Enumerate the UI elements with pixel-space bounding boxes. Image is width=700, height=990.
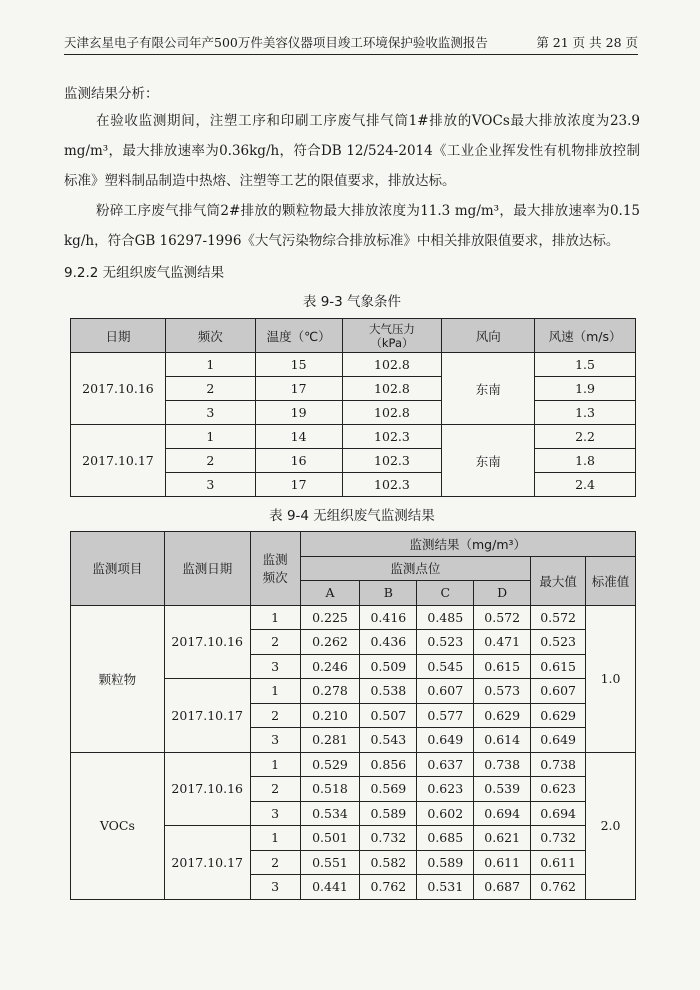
- value-d-cell: 0.621: [474, 826, 531, 851]
- table-row: [71, 752, 636, 777]
- temp-cell: 17: [255, 377, 342, 401]
- pressure-cell: 102.3: [342, 425, 442, 449]
- wind-speed-cell: 2.4: [535, 473, 636, 497]
- value-a-cell: 0.534: [300, 801, 360, 826]
- col-freq: 频次: [165, 319, 255, 353]
- value-c-cell: 0.602: [417, 801, 474, 826]
- freq-cell: 1: [250, 752, 300, 777]
- value-b-cell: 0.436: [360, 630, 417, 655]
- table-9-3-caption: 表 9-3 气象条件: [302, 294, 402, 310]
- value-d-cell: 0.573: [474, 679, 531, 704]
- freq-cell: 1: [250, 679, 300, 704]
- value-b-cell: 0.569: [360, 777, 417, 802]
- col-point-d: D: [474, 581, 531, 606]
- freq-cell: 3: [250, 728, 300, 753]
- pressure-cell: 102.3: [342, 449, 442, 473]
- col-wind-speed: 风速（m/s）: [535, 319, 636, 353]
- col-points-group: 监测点位: [300, 556, 531, 581]
- value-b-cell: 0.543: [360, 728, 417, 753]
- freq-cell: 2: [250, 703, 300, 728]
- value-a-cell: 0.281: [300, 728, 360, 753]
- col-date: 监测日期: [164, 532, 250, 606]
- paragraph-particulate: 粉碎工序废气排气筒2#排放的颗粒物最大排放浓度为11.3 mg/m³，最大排放速率为0.15 kg/h，符合GB 16297-1996《大气污染物综合排放标准》中相关排放限值要求，排放达标。: [64, 203, 640, 249]
- table-header-row: [71, 319, 636, 353]
- value-c-cell: 0.607: [417, 679, 474, 704]
- value-a-cell: 0.262: [300, 630, 360, 655]
- value-c-cell: 0.649: [417, 728, 474, 753]
- value-b-cell: 0.507: [360, 703, 417, 728]
- temp-cell: 16: [255, 449, 342, 473]
- value-d-cell: 0.611: [474, 850, 531, 875]
- value-a-cell: 0.518: [300, 777, 360, 802]
- temp-cell: 19: [255, 401, 342, 425]
- date-cell: 2017.10.16: [71, 353, 166, 425]
- value-c-cell: 0.589: [417, 850, 474, 875]
- date-cell: 2017.10.17: [164, 679, 250, 753]
- value-b-cell: 0.732: [360, 826, 417, 851]
- max-cell: 0.523: [531, 630, 586, 655]
- freq-cell: 3: [165, 473, 255, 497]
- freq-cell: 2: [250, 777, 300, 802]
- value-d-cell: 0.572: [474, 605, 531, 630]
- table-row: [71, 425, 636, 449]
- max-cell: 0.738: [531, 752, 586, 777]
- freq-cell: 1: [250, 826, 300, 851]
- col-point-c: C: [417, 581, 474, 606]
- value-c-cell: 0.531: [417, 875, 474, 900]
- freq-cell: 3: [250, 801, 300, 826]
- wind-speed-cell: 1.3: [535, 401, 636, 425]
- table-header-row: [71, 532, 636, 557]
- wind-speed-cell: 1.5: [535, 353, 636, 377]
- date-cell: 2017.10.16: [164, 605, 250, 679]
- freq-cell: 2: [165, 377, 255, 401]
- col-point-a: A: [300, 581, 360, 606]
- value-a-cell: 0.441: [300, 875, 360, 900]
- wind-dir-cell: 东南: [442, 425, 535, 497]
- weather-table: [70, 318, 636, 497]
- table-row: [71, 353, 636, 377]
- max-cell: 0.611: [531, 850, 586, 875]
- item-cell: VOCs: [71, 752, 165, 899]
- value-d-cell: 0.687: [474, 875, 531, 900]
- freq-cell: 1: [165, 353, 255, 377]
- col-freq: 监测 频次: [250, 532, 300, 606]
- table-9-4-caption: 表 9-4 无组织废气监测结果: [269, 508, 435, 524]
- wind-dir-cell: 东南: [442, 353, 535, 425]
- max-cell: 0.615: [531, 654, 586, 679]
- col-date: 日期: [71, 319, 166, 353]
- value-a-cell: 0.501: [300, 826, 360, 851]
- value-b-cell: 0.538: [360, 679, 417, 704]
- paragraph-vocs: 在验收监测期间，注塑工序和印刷工序废气排气筒1#排放的VOCs最大排放浓度为23.9 mg/m³，最大排放速率为0.36kg/h，符合DB 12/524-2014《工业企业挥发性有机物排放控制标准》塑料制品制造中热熔、注塑等工艺的限值要求，排放达标。: [64, 113, 640, 189]
- page-header: [64, 32, 638, 55]
- value-c-cell: 0.485: [417, 605, 474, 630]
- value-d-cell: 0.471: [474, 630, 531, 655]
- max-cell: 0.649: [531, 728, 586, 753]
- temp-cell: 17: [255, 473, 342, 497]
- pressure-cell: 102.3: [342, 473, 442, 497]
- value-c-cell: 0.523: [417, 630, 474, 655]
- date-cell: 2017.10.17: [71, 425, 166, 497]
- freq-cell: 1: [165, 425, 255, 449]
- freq-cell: 2: [250, 630, 300, 655]
- freq-cell: 3: [250, 654, 300, 679]
- pressure-cell: 102.8: [342, 401, 442, 425]
- date-cell: 2017.10.17: [164, 826, 250, 900]
- value-d-cell: 0.629: [474, 703, 531, 728]
- col-std: 标准值: [586, 556, 636, 605]
- report-title: 天津玄星电子有限公司年产500万件美容仪器项目竣工环境保护验收监测报告: [64, 35, 488, 50]
- max-cell: 0.762: [531, 875, 586, 900]
- wind-speed-cell: 1.9: [535, 377, 636, 401]
- value-a-cell: 0.246: [300, 654, 360, 679]
- freq-cell: 2: [250, 850, 300, 875]
- value-a-cell: 0.210: [300, 703, 360, 728]
- temp-cell: 15: [255, 353, 342, 377]
- value-c-cell: 0.623: [417, 777, 474, 802]
- value-d-cell: 0.694: [474, 801, 531, 826]
- value-d-cell: 0.615: [474, 654, 531, 679]
- pressure-cell: 102.8: [342, 377, 442, 401]
- freq-cell: 2: [165, 449, 255, 473]
- max-cell: 0.623: [531, 777, 586, 802]
- wind-speed-cell: 1.8: [535, 449, 636, 473]
- value-d-cell: 0.614: [474, 728, 531, 753]
- max-cell: 0.694: [531, 801, 586, 826]
- value-c-cell: 0.637: [417, 752, 474, 777]
- wind-speed-cell: 2.2: [535, 425, 636, 449]
- pressure-cell: 102.8: [342, 353, 442, 377]
- max-cell: 0.732: [531, 826, 586, 851]
- section-heading: 监测结果分析：: [64, 86, 159, 102]
- col-pressure: 大气压力 （kPa）: [342, 319, 442, 353]
- std-cell: 2.0: [586, 752, 636, 899]
- value-b-cell: 0.589: [360, 801, 417, 826]
- value-a-cell: 0.278: [300, 679, 360, 704]
- date-cell: 2017.10.16: [164, 752, 250, 826]
- value-b-cell: 0.582: [360, 850, 417, 875]
- freq-cell: 3: [165, 401, 255, 425]
- value-a-cell: 0.225: [300, 605, 360, 630]
- item-cell: 颗粒物: [71, 605, 165, 752]
- value-b-cell: 0.762: [360, 875, 417, 900]
- col-item: 监测项目: [71, 532, 165, 606]
- value-c-cell: 0.577: [417, 703, 474, 728]
- max-cell: 0.607: [531, 679, 586, 704]
- col-max: 最大值: [531, 556, 586, 605]
- value-c-cell: 0.545: [417, 654, 474, 679]
- col-point-b: B: [360, 581, 417, 606]
- value-d-cell: 0.738: [474, 752, 531, 777]
- col-temp: 温度（℃）: [255, 319, 342, 353]
- freq-cell: 1: [250, 605, 300, 630]
- value-c-cell: 0.685: [417, 826, 474, 851]
- value-a-cell: 0.529: [300, 752, 360, 777]
- col-result-group: 监测结果（mg/m³）: [300, 532, 635, 557]
- page-number: 第 21 页 共 28 页: [536, 35, 638, 50]
- value-b-cell: 0.856: [360, 752, 417, 777]
- subsection-heading: 9.2.2 无组织废气监测结果: [64, 265, 225, 281]
- value-d-cell: 0.539: [474, 777, 531, 802]
- value-a-cell: 0.551: [300, 850, 360, 875]
- freq-cell: 3: [250, 875, 300, 900]
- std-cell: 1.0: [586, 605, 636, 752]
- temp-cell: 14: [255, 425, 342, 449]
- fugitive-emission-table: [70, 531, 636, 900]
- max-cell: 0.629: [531, 703, 586, 728]
- table-row: [71, 605, 636, 630]
- value-b-cell: 0.509: [360, 654, 417, 679]
- max-cell: 0.572: [531, 605, 586, 630]
- value-b-cell: 0.416: [360, 605, 417, 630]
- col-wind-dir: 风向: [442, 319, 535, 353]
